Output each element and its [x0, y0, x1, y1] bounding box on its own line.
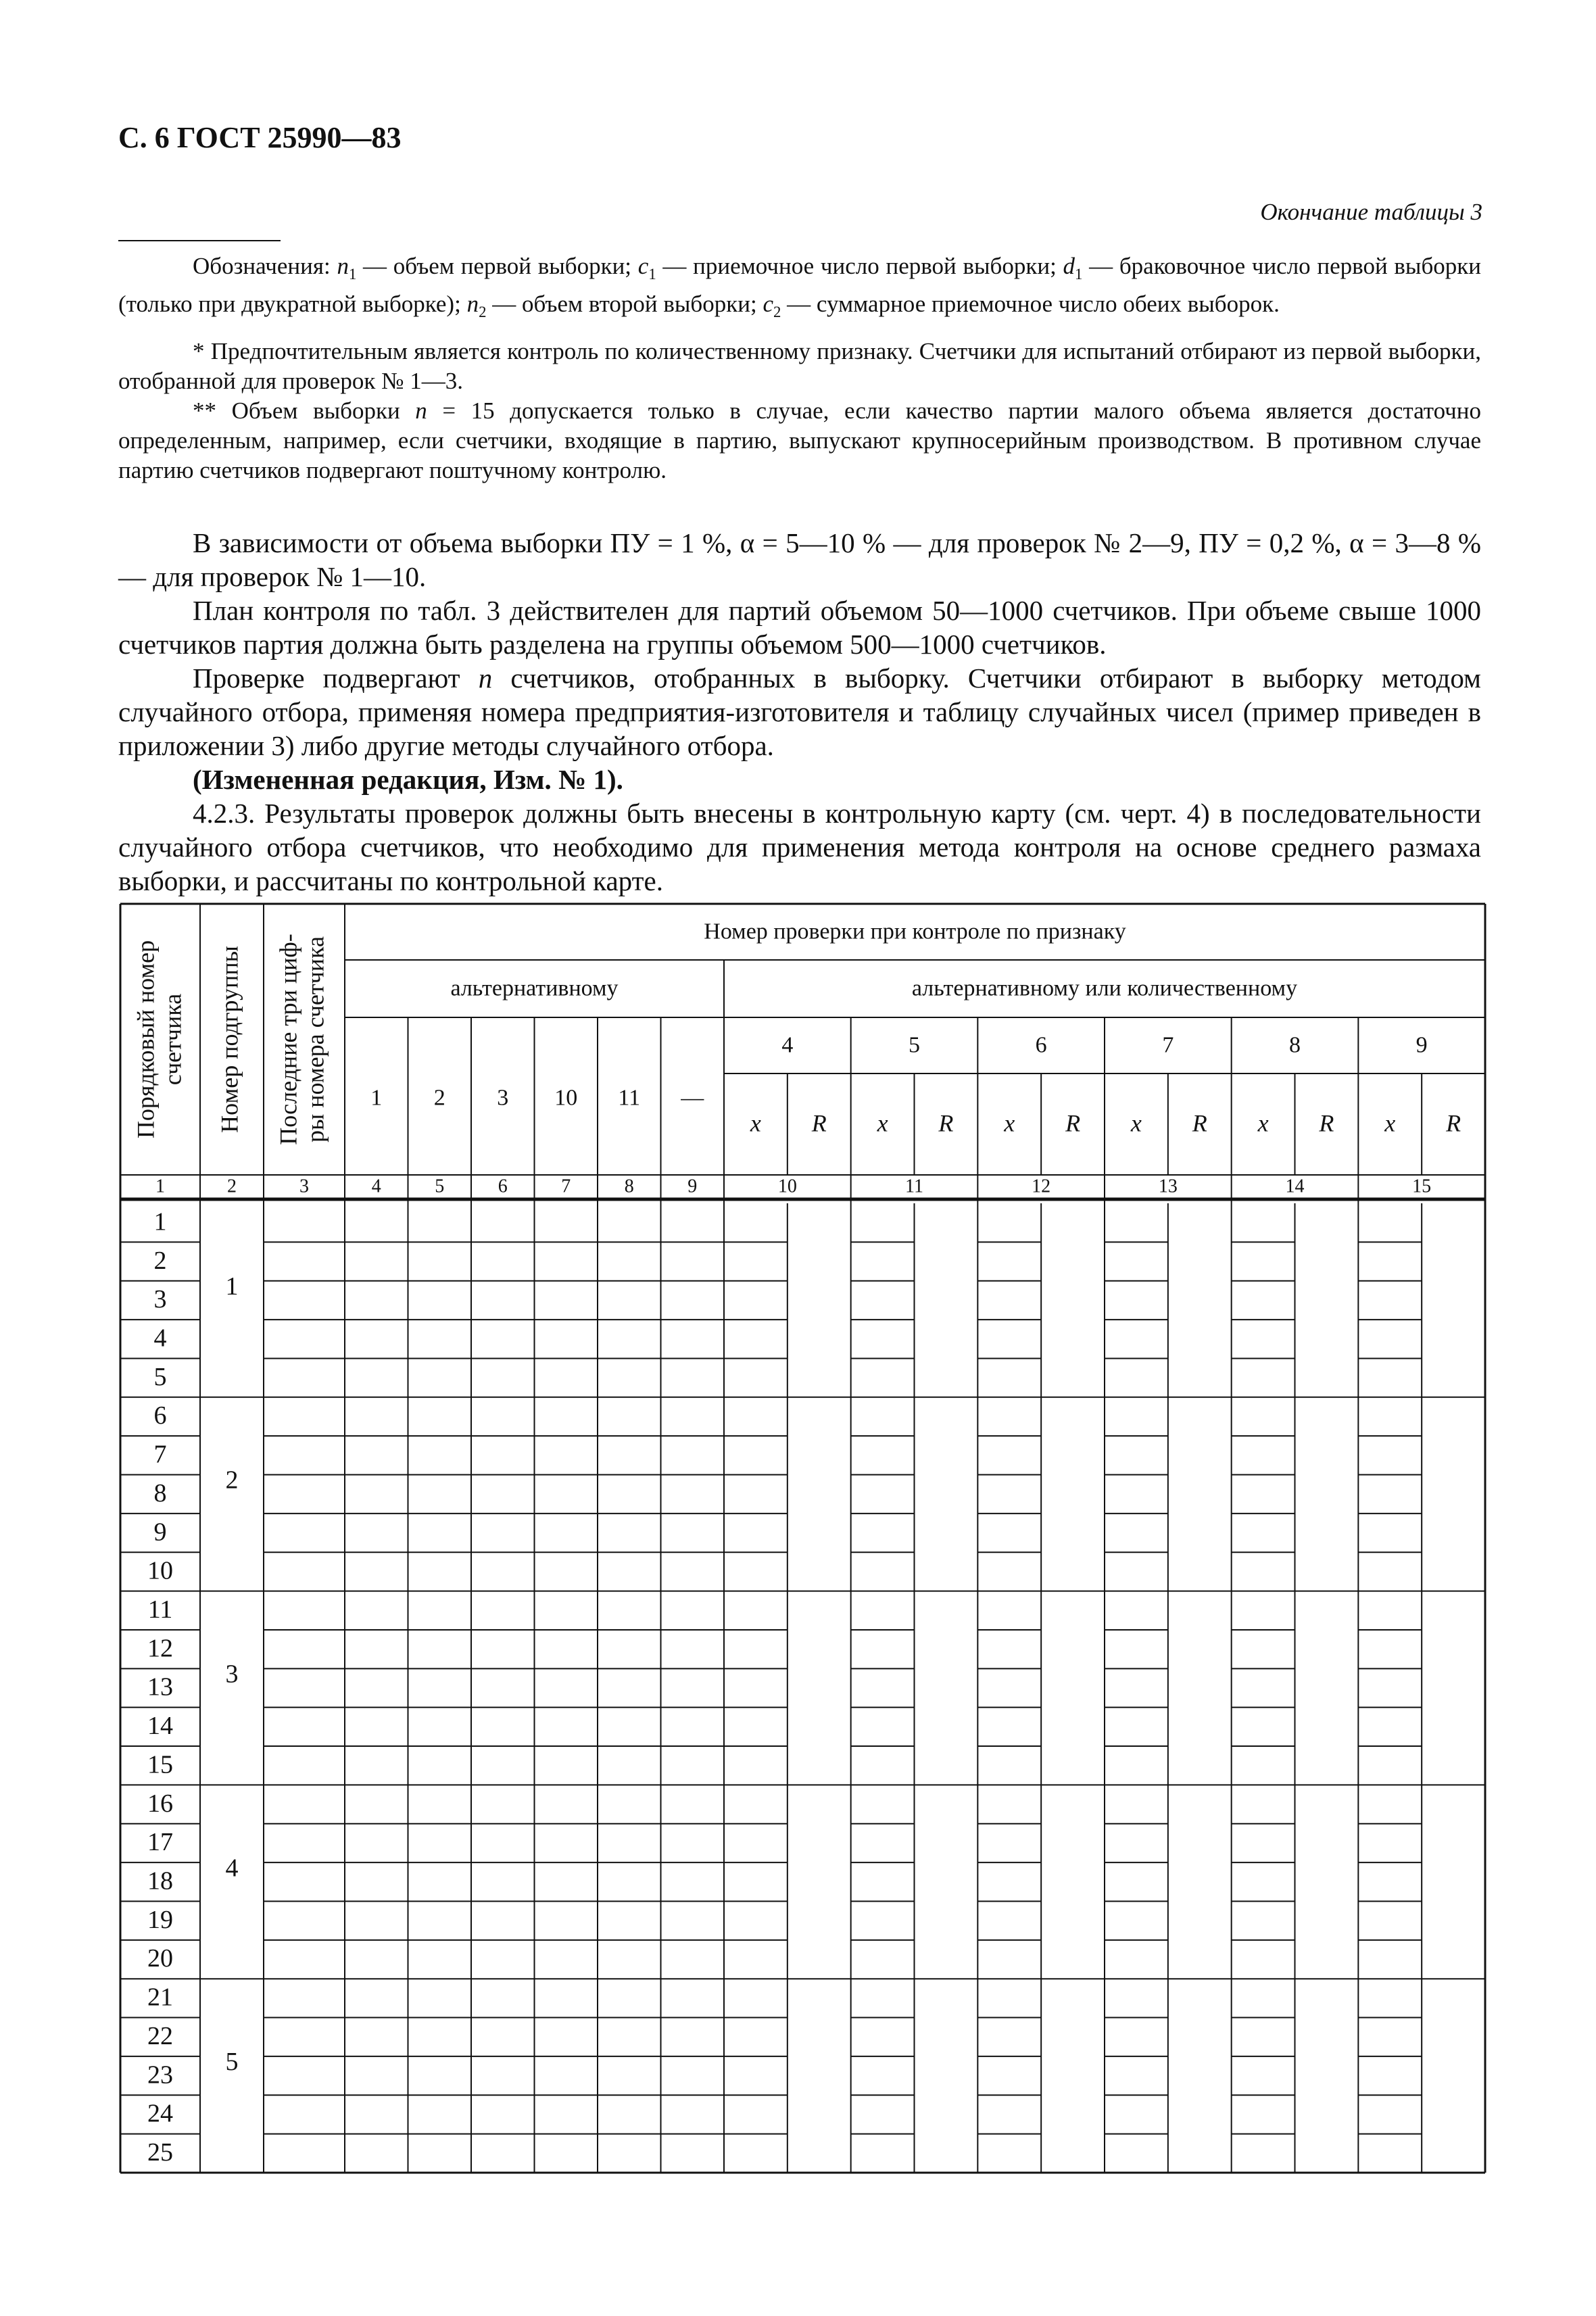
footnote-star1: * Предпочтительным является контроль по количественному признаку. Счетчики для испытаний отбирают из первой выборки, отобранной для проверок № 1—3. — [118, 338, 1481, 394]
column-number: 15 — [1412, 1176, 1432, 1197]
column-number: 11 — [905, 1176, 923, 1197]
x-label: x — [1130, 1109, 1142, 1137]
column-number: 3 — [299, 1176, 309, 1197]
x-label: x — [750, 1109, 761, 1137]
subgroup-number: 4 — [225, 1854, 239, 1883]
row-number: 21 — [147, 1983, 173, 2012]
paragraph-3: Проверке подвергают n счетчиков, отобранных в выборку. Счетчики отбирают в выборку методом случайного отбора, применяя номера предприятия-изготовителя и таблицу случайных чисел (пример приведен в приложении 3) либо другие методы случайного отбора. — [118, 662, 1481, 761]
altq-check-number: 5 — [909, 1032, 920, 1058]
r-label: R — [938, 1109, 954, 1137]
column-number: 2 — [227, 1176, 237, 1197]
x-label: x — [1004, 1109, 1015, 1137]
row-number: 15 — [147, 1750, 173, 1779]
row-number: 6 — [153, 1401, 167, 1430]
column-number: 4 — [371, 1176, 381, 1197]
altq-check-number: 8 — [1289, 1032, 1301, 1058]
row-number: 4 — [153, 1324, 167, 1353]
column-number: 9 — [687, 1176, 698, 1197]
subgroup-number: 2 — [225, 1466, 239, 1495]
col3-header-line2: ры номера счетчика — [301, 936, 329, 1142]
row-number: 2 — [153, 1246, 167, 1275]
table-end-label: Окончание таблицы 3 — [1260, 199, 1482, 225]
column-number: 1 — [155, 1176, 165, 1197]
row-number: 11 — [147, 1595, 173, 1624]
designations-note: Обозначения: $n_1$ — объем первой выборки; $c_1$ — приемочное число первой выборки; $d_1$ — браковочное число первой выборки (только при двукратной выборке); $n_2$ — объем второй выборки; $c_2$ — суммарное приемочное число обеих выборок. — [118, 253, 1481, 320]
alt-check-number: 3 — [497, 1085, 509, 1111]
row-number: 3 — [153, 1285, 167, 1314]
column-number: 12 — [1032, 1176, 1051, 1197]
r-label: R — [1446, 1109, 1461, 1137]
footnote-star2: ** Объем выборки n = 15 допускается только в случае, если качество партии малого объема является достаточно определенным, например, если счетчики, входящие в партию, выпускают крупносерийным производством. В противном случае партию счетчиков подвергают поштучному контролю. — [118, 397, 1481, 483]
col1-header-line2: счетчика — [159, 993, 187, 1086]
row-number: 25 — [147, 2138, 173, 2167]
column-number: 8 — [624, 1176, 634, 1197]
row-number: 24 — [147, 2099, 173, 2128]
column-number: 10 — [777, 1176, 797, 1197]
column-number: 6 — [498, 1176, 508, 1197]
paragraph-4-2-3: 4.2.3. Результаты проверок должны быть внесены в контрольную карту (см. черт. 4) в последовательности случайного отбора счетчиков, что необходимо для применения метода контроля на основе среднего размаха выборки, и рассчитаны по контрольной карте. — [118, 798, 1481, 896]
altq-check-number: 7 — [1162, 1032, 1174, 1058]
alt-check-number: 11 — [618, 1085, 641, 1111]
paragraph-2: План контроля по табл. 3 действителен для партий объемом 50—1000 счетчиков. При объеме свыше 1000 счетчиков партия должна быть разделена на группы объемом 500—1000 счетчиков. — [118, 595, 1481, 660]
row-number: 5 — [153, 1362, 167, 1391]
row-number: 1 — [153, 1207, 167, 1236]
r-label: R — [1319, 1109, 1334, 1137]
alt-check-number: — — [681, 1085, 704, 1111]
column-number: 5 — [435, 1176, 445, 1197]
top-header: Номер проверки при контроле по признаку — [704, 919, 1126, 944]
x-label: x — [877, 1109, 888, 1137]
row-number: 13 — [147, 1672, 173, 1702]
alt-check-number: 2 — [433, 1085, 445, 1111]
subgroup-number: 3 — [225, 1660, 239, 1689]
altq-check-number: 9 — [1416, 1032, 1428, 1058]
x-label: x — [1384, 1109, 1396, 1137]
row-number: 9 — [153, 1518, 167, 1547]
paragraph-amendment: (Измененная редакция, Изм. № 1). — [193, 764, 623, 795]
r-label: R — [811, 1109, 827, 1137]
column-number: 7 — [561, 1176, 571, 1197]
subgroup-number: 5 — [225, 2048, 239, 2077]
row-number: 10 — [147, 1556, 173, 1585]
row-number: 12 — [147, 1634, 173, 1663]
row-number: 8 — [153, 1478, 167, 1507]
col2-header: Номер подгруппы — [216, 946, 243, 1133]
paragraph-1: В зависимости от объема выборки ПУ = 1 %, α = 5—10 % — для проверок № 2—9, ПУ = 0,2 %, α = 3—8 % — для проверок № 1—10. — [118, 527, 1481, 592]
row-number: 16 — [147, 1789, 173, 1818]
col1-header-line1: Порядковый номер — [132, 940, 160, 1139]
altq-check-number: 6 — [1035, 1032, 1047, 1058]
altq-header: альтернативному или количественному — [911, 975, 1298, 1001]
alt-check-number: 1 — [370, 1085, 383, 1111]
col3-header-line1: Последние три циф- — [274, 934, 302, 1145]
row-number: 19 — [147, 1905, 173, 1934]
row-number: 22 — [147, 2021, 173, 2050]
row-number: 20 — [147, 1944, 173, 1973]
row-number: 18 — [147, 1866, 173, 1896]
row-number: 17 — [147, 1828, 173, 1857]
row-number: 7 — [153, 1440, 167, 1469]
alt-header: альтернативному — [450, 975, 619, 1001]
row-number: 14 — [147, 1712, 173, 1741]
r-label: R — [1192, 1109, 1207, 1137]
column-number: 13 — [1158, 1176, 1178, 1197]
subgroup-number: 1 — [225, 1272, 239, 1301]
column-number: 14 — [1285, 1176, 1305, 1197]
alt-check-number: 10 — [554, 1085, 578, 1111]
row-number: 23 — [147, 2060, 173, 2090]
page-header: С. 6 ГОСТ 25990—83 — [118, 121, 402, 154]
altq-check-number: 4 — [781, 1032, 794, 1058]
r-label: R — [1065, 1109, 1081, 1137]
x-label: x — [1257, 1109, 1269, 1137]
